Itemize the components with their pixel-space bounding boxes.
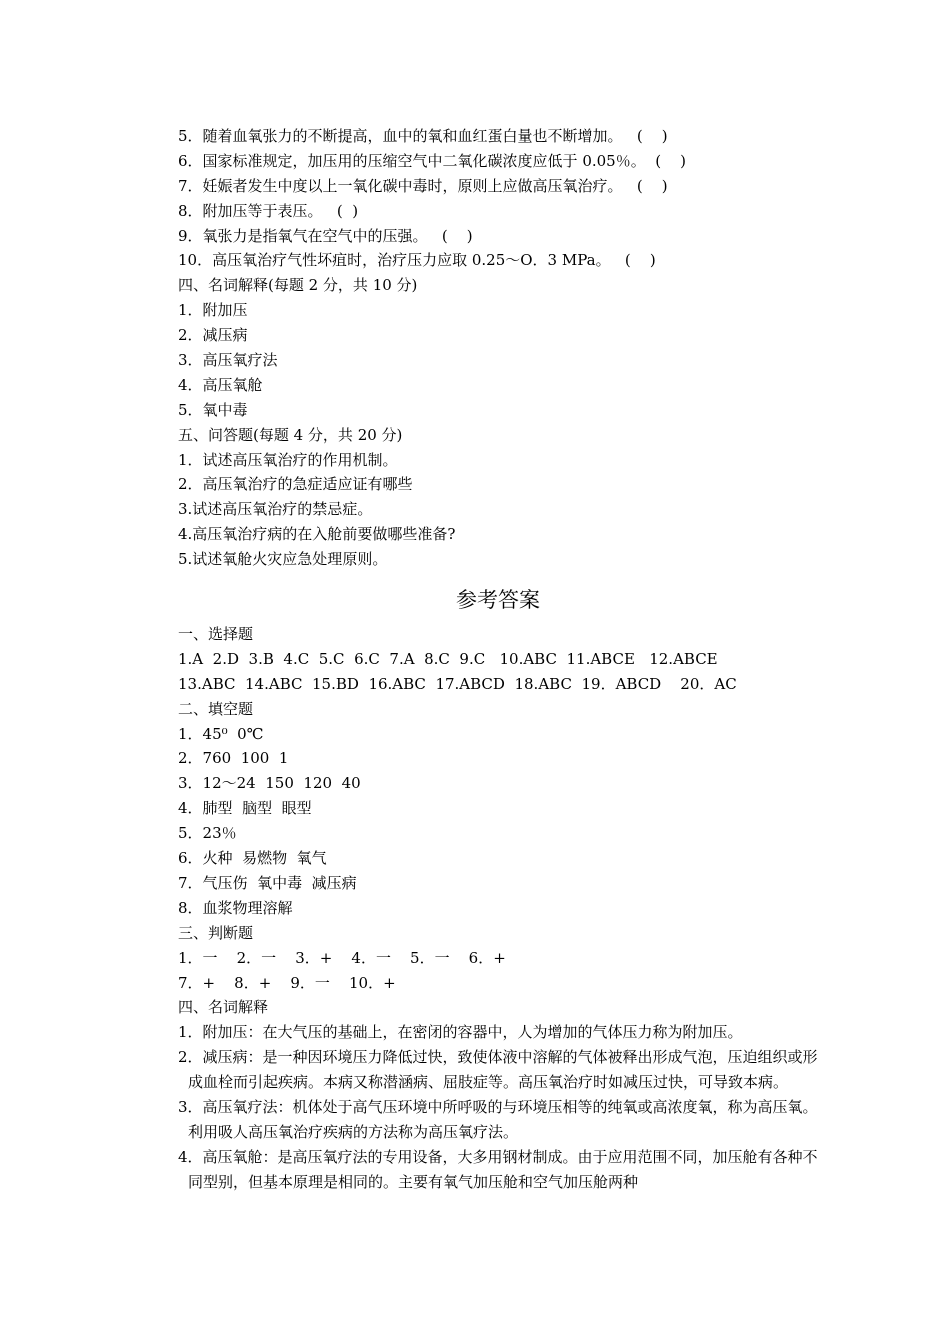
answer-line: 13.ABC 14.ABC 15.BD 16.ABC 17.ABCD 18.ABC 19．ABCD 20．AC	[178, 674, 737, 693]
question-line: 10．高压氧治疗气性坏疽时，治疗压力应取 0.25～O．3 MPa。 ( )	[178, 251, 656, 270]
question-line: 9．氧张力是指氧气在空气中的压强。 ( )	[178, 226, 473, 245]
section-heading: 四、名词解释	[178, 998, 269, 1017]
answer-line: 1．一 2．一 3．+ 4．一 5．一 6．+	[178, 948, 506, 967]
answer-line: 1．45⁰ 0℃	[178, 724, 264, 743]
answer-line: 6．火种 易燃物 氧气	[178, 849, 327, 868]
question-line: 2．减压病	[178, 326, 248, 345]
question-line: 3.试述高压氧治疗的禁忌症。	[178, 500, 373, 519]
question-line: 7．妊娠者发生中度以上一氧化碳中毒时，原则上应做高压氧治疗。 ( )	[178, 176, 668, 195]
section-heading: 四、名词解释(每题 2 分，共 10 分)	[178, 276, 418, 295]
definition-paragraph: 1．附加压：在大气压的基础上，在密闭的容器中，人为增加的气体压力称为附加压。	[178, 1023, 743, 1042]
definition-list	[178, 1020, 818, 1194]
section-heading: 三、判断题	[178, 923, 254, 942]
question-line: 1．试述高压氧治疗的作用机制。	[178, 450, 398, 469]
definition-paragraph: 2．减压病：是一种因环境压力降低过快，致使体液中溶解的气体被释出形成气泡，压迫组织或形成血栓而引起疾病。本病又称潜涵病、屈肢症等。高压氧治疗时如减压过快，可导致本病。	[178, 1048, 818, 1092]
question-list	[178, 124, 818, 572]
question-line: 4．高压氧舱	[178, 375, 263, 394]
answer-line: 8．血浆物理溶解	[178, 898, 293, 917]
answer-line: 3．12～24 150 120 40	[178, 774, 361, 793]
answer-line: 2．760 100 1	[178, 749, 289, 768]
answer-line: 1.A 2.D 3.B 4.C 5.C 6.C 7.A 8.C 9.C 10.ABC 11.ABCE 12.ABCE	[178, 649, 718, 668]
answer-list	[178, 622, 818, 1020]
question-line: 1．附加压	[178, 301, 248, 320]
answers-title: 参考答案	[456, 588, 540, 613]
question-line: 2．高压氧治疗的急症适应证有哪些	[178, 475, 413, 494]
question-line: 4.高压氧治疗病的在入舱前要做哪些准备?	[178, 525, 456, 544]
question-line: 5.试述氧舱火灾应急处理原则。	[178, 550, 388, 569]
answer-line: 4．肺型 脑型 眼型	[178, 799, 312, 818]
question-line: 3．高压氧疗法	[178, 351, 278, 370]
definition-paragraph: 4．高压氧舱：是高压氧疗法的专用设备，大多用钢材制成。由于应用范围不同，加压舱有各种不同型别，但基本原理是相同的。主要有氧气加压舱和空气加压舱两种	[178, 1147, 818, 1191]
definition-paragraph: 3．高压氧疗法：机体处于高气压环境中所呼吸的与环境压相等的纯氧或高浓度氧，称为高压氧。利用吸人高压氧治疗疾病的方法称为高压氧疗法。	[178, 1098, 818, 1141]
question-line: 8．附加压等于表压。 ( )	[178, 201, 359, 220]
answer-line: 7．+ 8．+ 9．一 10．+	[178, 973, 396, 992]
section-heading: 五、问答题(每题 4 分，共 20 分)	[178, 425, 403, 444]
question-line: 5．随着血氧张力的不断提高，血中的氧和血红蛋白量也不断增加。 ( )	[178, 127, 668, 145]
question-line: 6．国家标准规定，加压用的压缩空气中二氧化碳浓度应低于 0.05％。 ( )	[178, 151, 687, 170]
answer-line: 5．23％	[178, 824, 237, 843]
question-line: 5．氧中毒	[178, 400, 248, 419]
section-heading: 一、选择题	[178, 625, 254, 644]
section-heading: 二、填空题	[178, 699, 254, 718]
document-body	[178, 124, 818, 1195]
answer-line: 7．气压伤 氧中毒 减压病	[178, 873, 357, 892]
